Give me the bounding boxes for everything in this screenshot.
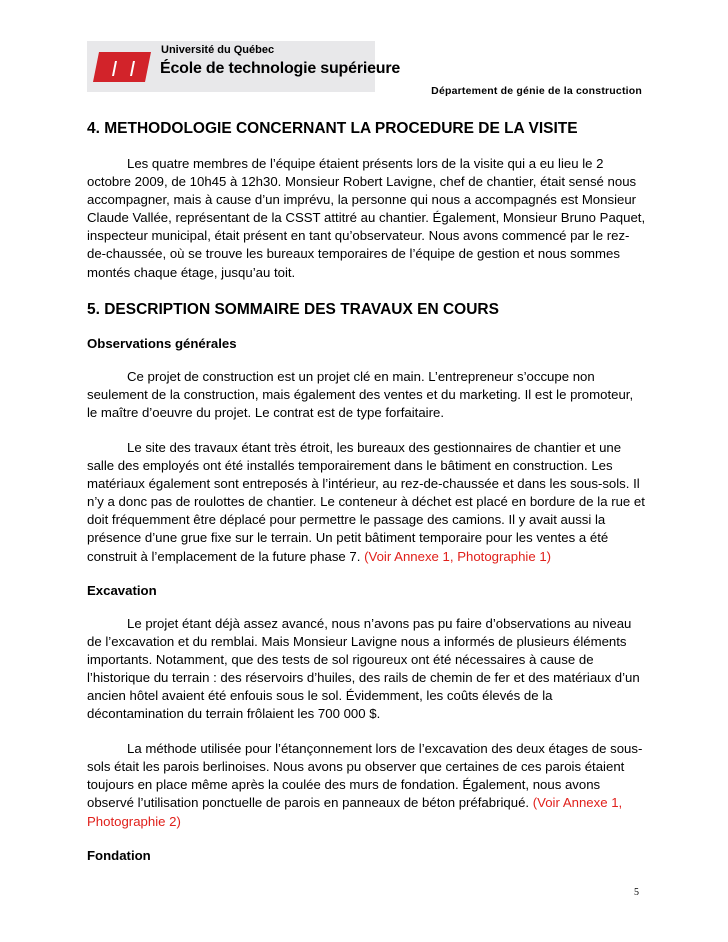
excavation-paragraph-1: Le projet étant déjà assez avancé, nous n’avons pas pu faire d’observations au niveau de l’excavation et du remblai. Mais Monsieur Lavigne nous a informés de plusieurs éléments importants. Notamment, que des tests de sol rigoureux ont été nécessaires à cause de l’historique du terrain : des réservoirs d’huiles, des rails de chemin de fer et des matériaux d’un ancien hôtel avaient été enfouis sous le sol. Évidemment, les coûts élevés de la décontamination du terrain frôlaient les 700 000 $.	[87, 615, 640, 722]
annex-reference-2[interactable]: (Voir Annexe 1, Photographie 2)	[87, 795, 623, 829]
observations-paragraph-1: Ce projet de construction est un projet clé en main. L’entrepreneur s’occupe non seulement de la construction, mais également des ventes et du marketing. Il est le promoteur, le maître d’oeuvre du projet. Le contrat est de type forfaitaire.	[87, 368, 634, 420]
section-5-title: 5. DESCRIPTION SOMMAIRE DES TRAVAUX EN COURS	[87, 300, 499, 318]
ets-logo-icon	[93, 50, 155, 84]
section-4-title: 4. METHODOLOGIE CONCERNANT LA PROCEDURE DE LA VISITE	[87, 120, 578, 137]
school-name: École de technologie supérieure	[160, 60, 401, 77]
excavation-heading: Excavation	[87, 582, 157, 598]
section-4-paragraph: Les quatre membres de l’équipe étaient présents lors de la visite qui a eu lieu le 2 octobre 2009, de 10h45 à 12h30. Monsieur Robert Lavigne, chef de chantier, était sensé nous accompagner, mais à cause d’un imprévu, la personne qui nous a accompagnés est Monsieur Claude Vallée, représentant de la CSST attitré au chantier. Également, Monsieur Bruno Paquet, inspecteur municipal, était présent en tant qu’observateur. Nous avons commencé par le rez-de-chaussée, où se trouve les bureaux temporaires de l’équipe de gestion et nous sommes montés chaque étage, jusqu’au toit.	[87, 156, 646, 280]
department-name: Département de génie de la construction	[431, 85, 642, 97]
observations-paragraph-2	[87, 439, 647, 566]
annex-reference-1[interactable]: (Voir Annexe 1, Photographie 1)	[364, 548, 552, 564]
excavation-paragraph-2	[87, 740, 647, 830]
fondation-heading: Fondation	[87, 847, 151, 863]
excavation-paragraph-2-text: La méthode utilisée pour l’étançonnement lors de l’excavation des deux étages de sous-sols était les parois berlinoises. Nous avons pu observer que certaines de ces parois étaient toujours en place même après la coulée des murs de fondation. Également, nous avons observé l’utilisation ponctuelle de parois en panneaux de béton préfabriqué.	[87, 741, 643, 811]
observations-heading: Observations générales	[87, 335, 237, 351]
university-name: Université du Québec	[161, 44, 275, 56]
observations-paragraph-2-text: Le site des travaux étant très étroit, les bureaux des gestionnaires de chantier et une salle des employés ont été installés temporairement dans le bâtiment en construction. Les matériaux également sont entreposés à l’intérieur, au rez-de-chaussée et dans les sous-sols. Il n’y a donc pas de roulottes de chantier. Le conteneur à déchet est placé en bordure de la rue et doit fréquemment être déplacé pour permettre le passage des camions. Il y avait aussi la présence d’une grue fixe sur le terrain. Un petit bâtiment temporaire pour les ventes a été construit à l’emplacement de la future phase 7.	[87, 439, 645, 564]
page-number: 5	[634, 887, 639, 898]
document-body	[87, 110, 647, 863]
school-logo	[87, 41, 401, 92]
